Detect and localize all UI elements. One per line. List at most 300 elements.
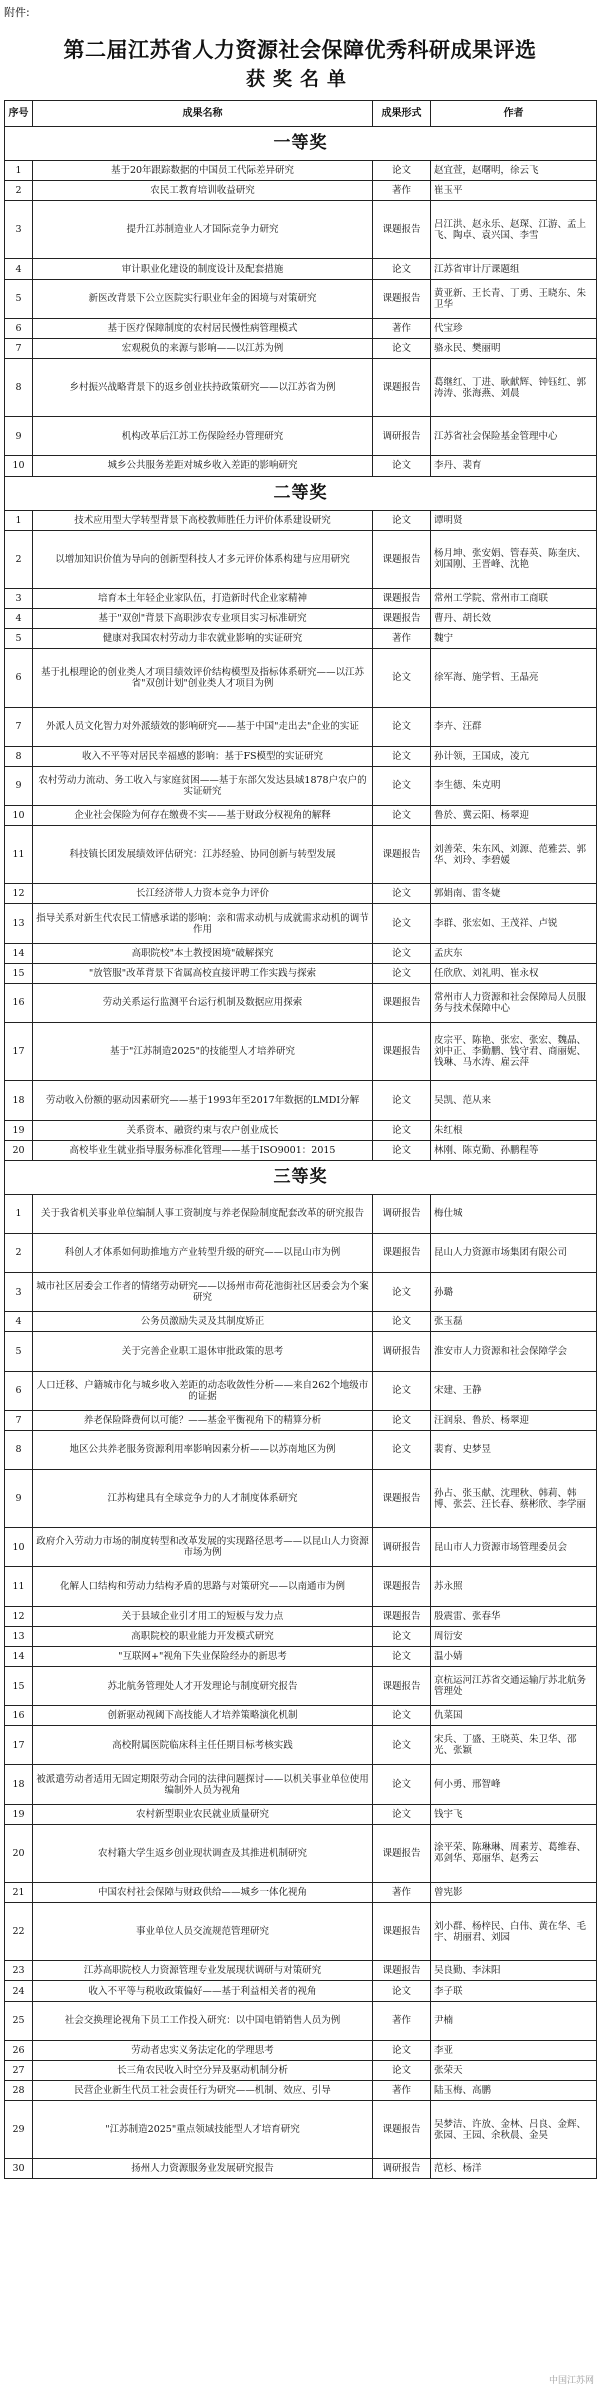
row-type: 课题报告 (373, 1903, 431, 1961)
row-author: 陆玉梅、高鹏 (431, 2080, 597, 2100)
row-index: 10 (5, 456, 33, 476)
row-author: 裴育、史梦昱 (431, 1430, 597, 1469)
row-type: 论文 (373, 707, 431, 746)
table-row (5, 1023, 597, 1081)
row-author: 代宝珍 (431, 318, 597, 338)
section-row (5, 127, 597, 161)
row-author: 张荣天 (431, 2060, 597, 2080)
row-type: 论文 (373, 259, 431, 279)
row-author: 江苏省社会保险基金管理中心 (431, 417, 597, 456)
row-type: 论文 (373, 1646, 431, 1666)
row-title: 审计职业化建设的制度设计及配套措施 (33, 259, 373, 279)
row-author: 涂平荣、陈琳琳、周素芳、葛维春、邓剑华、郑丽华、赵秀云 (431, 1824, 597, 1882)
row-author: 汪润泉、鲁於、杨翠迎 (431, 1410, 597, 1430)
row-author: 京杭运河江苏省交通运输厅苏北航务管理处 (431, 1666, 597, 1705)
row-author: 皮宗平、陈艳、张宏、张宏、魏晶、刘中正、李勤鹏、钱守君、商丽妮、钱琳、马水涛、雇云萍 (431, 1023, 597, 1081)
row-index: 16 (5, 1706, 33, 1726)
row-author: 刘善荣、朱东风、刘源、范雅芸、郭华、刘玲、李碧媛 (431, 826, 597, 884)
row-author: 朱红根 (431, 1120, 597, 1140)
row-index: 2 (5, 530, 33, 588)
table-row (5, 181, 597, 201)
row-type: 论文 (373, 1120, 431, 1140)
row-type: 论文 (373, 904, 431, 943)
row-type: 课题报告 (373, 1023, 431, 1081)
row-type: 论文 (373, 456, 431, 476)
table-row (5, 629, 597, 649)
row-type: 著作 (373, 1883, 431, 1903)
table-row (5, 746, 597, 766)
row-type: 课题报告 (373, 1606, 431, 1626)
row-type: 论文 (373, 943, 431, 963)
row-author: 范杉、杨洋 (431, 2159, 597, 2179)
row-author: 梅仕城 (431, 1194, 597, 1233)
table-row (5, 318, 597, 338)
table-row (5, 1726, 597, 1765)
row-author: 李群、张宏如、王茂祥、卢锐 (431, 904, 597, 943)
row-index: 4 (5, 259, 33, 279)
row-type: 论文 (373, 1765, 431, 1804)
row-index: 1 (5, 161, 33, 181)
row-index: 8 (5, 358, 33, 416)
row-type: 课题报告 (373, 588, 431, 608)
table-row (5, 338, 597, 358)
table-row (5, 530, 597, 588)
row-title: "互联网+"视角下失业保险经办的新思考 (33, 1646, 373, 1666)
row-index: 5 (5, 629, 33, 649)
row-author: 葛继红、丁进、耿献辉、钟钰红、郭涛涛、张海燕、刘晨 (431, 358, 597, 416)
row-index: 9 (5, 1470, 33, 1528)
table-row (5, 805, 597, 825)
row-title: 高职院校的职业能力开发模式研究 (33, 1626, 373, 1646)
row-type: 论文 (373, 649, 431, 707)
row-type: 课题报告 (373, 201, 431, 259)
row-title: 科创人才体系如何助推地方产业转型升级的研究——以昆山市为例 (33, 1233, 373, 1272)
row-type: 论文 (373, 805, 431, 825)
row-index: 14 (5, 943, 33, 963)
table-row (5, 1765, 597, 1804)
row-type: 论文 (373, 1804, 431, 1824)
table-row (5, 2159, 597, 2179)
row-title: "江苏制造2025"重点领域技能型人才培育研究 (33, 2101, 373, 2159)
row-index: 26 (5, 2040, 33, 2060)
row-title: 以增加知识价值为导向的创新型科技人才多元评价体系构建与应用研究 (33, 530, 373, 588)
row-index: 23 (5, 1961, 33, 1981)
table-row (5, 2040, 597, 2060)
row-title: 关于县域企业引才用工的短板与发力点 (33, 1606, 373, 1626)
row-author: 孟庆东 (431, 943, 597, 963)
row-author: 郭娟南、雷冬婕 (431, 884, 597, 904)
table-row (5, 1606, 597, 1626)
row-title: 基于"江苏制造2025"的技能型人才培养研究 (33, 1023, 373, 1081)
row-type: 课题报告 (373, 2101, 431, 2159)
row-title: 基于20年跟踪数据的中国员工代际差异研究 (33, 161, 373, 181)
table-row (5, 2001, 597, 2040)
row-index: 5 (5, 279, 33, 318)
row-index: 14 (5, 1646, 33, 1666)
row-index: 1 (5, 1194, 33, 1233)
row-index: 29 (5, 2101, 33, 2159)
row-author: 黄亚新、王长青、丁勇、王晓东、朱卫华 (431, 279, 597, 318)
row-author: 孙占、张玉献、沈理秋、韩莉、韩博、张芸、汪长春、蔡彬欣、李学丽 (431, 1470, 597, 1528)
row-title: 乡村振兴战略背景下的返乡创业扶持政策研究——以江苏省为例 (33, 358, 373, 416)
row-type: 课题报告 (373, 983, 431, 1022)
row-author: 李卉、汪群 (431, 707, 597, 746)
row-index: 5 (5, 1332, 33, 1371)
row-title: 收入不平等对居民幸福感的影响：基于FS模型的实证研究 (33, 746, 373, 766)
row-title: 关系资本、融资约束与农户创业成长 (33, 1120, 373, 1140)
row-author: 魏宁 (431, 629, 597, 649)
row-author: 昆山人力资源市场集团有限公司 (431, 1233, 597, 1272)
row-title: 高校毕业生就业指导服务标准化管理——基于ISO9001：2015 (33, 1140, 373, 1160)
row-title: 基于"双创"背景下高职涉农专业项目实习标准研究 (33, 609, 373, 629)
row-title: 社会交换理论视角下员工工作投入研究：以中国电销销售人员为例 (33, 2001, 373, 2040)
row-type: 课题报告 (373, 1567, 431, 1606)
table-row (5, 2060, 597, 2080)
row-index: 12 (5, 884, 33, 904)
row-type: 课题报告 (373, 358, 431, 416)
row-index: 6 (5, 318, 33, 338)
section-title: 三等奖 (5, 1160, 597, 1194)
row-index: 11 (5, 1567, 33, 1606)
row-title: 公务员激励失灵及其制度矫正 (33, 1312, 373, 1332)
row-type: 论文 (373, 766, 431, 805)
table-row (5, 1567, 597, 1606)
table-row (5, 1961, 597, 1981)
row-title: 外派人员文化智力对外派绩效的影响研究——基于中国"走出去"企业的实证 (33, 707, 373, 746)
row-type: 论文 (373, 1726, 431, 1765)
row-title: 城乡公共服务差距对城乡收入差距的影响研究 (33, 456, 373, 476)
row-author: 常州市人力资源和社会保障局人员服务与技术保障中心 (431, 983, 597, 1022)
row-index: 4 (5, 1312, 33, 1332)
watermark-text: 中国江苏网 (548, 2376, 594, 2386)
row-type: 课题报告 (373, 1666, 431, 1705)
row-index: 17 (5, 1726, 33, 1765)
row-title: 民营企业新生代员工社会责任行为研究——机制、效应、引导 (33, 2080, 373, 2100)
row-title: 被派遣劳动者适用无固定期限劳动合同的法律问题探讨——以机关事业单位使用编制外人员为视角 (33, 1765, 373, 1804)
table-row (5, 707, 597, 746)
row-title: 关于我省机关事业单位编制人事工资制度与养老保险制度配套改革的研究报告 (33, 1194, 373, 1233)
row-title: 机构改革后江苏工伤保险经办管理研究 (33, 417, 373, 456)
row-type: 论文 (373, 1981, 431, 2001)
row-index: 18 (5, 1765, 33, 1804)
table-row (5, 884, 597, 904)
row-title: 人口迁移、户籍城市化与城乡收入差距的动态收敛性分析——来自262个地级市的证据 (33, 1371, 373, 1410)
row-index: 15 (5, 1666, 33, 1705)
row-type: 论文 (373, 161, 431, 181)
row-type: 课题报告 (373, 279, 431, 318)
table-row (5, 1140, 597, 1160)
row-title: 农村籍大学生返乡创业现状调查及其推进机制研究 (33, 1824, 373, 1882)
row-index: 19 (5, 1120, 33, 1140)
row-index: 16 (5, 983, 33, 1022)
row-title: 高校附属医院临床科主任任期目标考核实践 (33, 1726, 373, 1765)
row-type: 论文 (373, 510, 431, 530)
row-author: 吕江洪、赵永乐、赵琛、江游、孟上飞、陶卓、袁兴国、李雪 (431, 201, 597, 259)
table-row (5, 963, 597, 983)
row-title: 技术应用型大学转型背景下高校教师胜任力评价体系建设研究 (33, 510, 373, 530)
row-type: 调研报告 (373, 2159, 431, 2179)
row-author: 周衍安 (431, 1626, 597, 1646)
row-title: 农村劳动力流动、务工收入与家庭贫困——基于东部欠发达县域1878户农户的实证研究 (33, 766, 373, 805)
row-title: 扬州人力资源服务业发展研究报告 (33, 2159, 373, 2179)
row-index: 10 (5, 1528, 33, 1567)
row-author: 仇菜国 (431, 1706, 597, 1726)
row-title: 江苏高职院校人力资源管理专业发展现状调研与对策研究 (33, 1961, 373, 1981)
row-title: 养老保险降费何以可能？——基金平衡视角下的精算分析 (33, 1410, 373, 1430)
row-author: 何小勇、邢智峰 (431, 1765, 597, 1804)
row-author: 苏永照 (431, 1567, 597, 1606)
row-author: 吴良勤、李沫阳 (431, 1961, 597, 1981)
table-row (5, 1528, 597, 1567)
table-row (5, 1194, 597, 1233)
row-index: 4 (5, 609, 33, 629)
document-subtitle: 获奖名单 (245, 68, 354, 90)
row-type: 著作 (373, 2001, 431, 2040)
table-row (5, 1666, 597, 1705)
row-title: 高职院校"本土教授困境"破解探究 (33, 943, 373, 963)
table-row (5, 1332, 597, 1371)
table-row (5, 2101, 597, 2159)
table-row (5, 1273, 597, 1312)
table-row (5, 1430, 597, 1469)
row-index: 12 (5, 1606, 33, 1626)
header-type: 成果形式 (373, 101, 431, 127)
table-row (5, 1410, 597, 1430)
row-title: 科技镇长团发展绩效评估研究：江苏经验、协同创新与转型发展 (33, 826, 373, 884)
row-title: "放管服"改革背景下省属高校直接评聘工作实践与探索 (33, 963, 373, 983)
table-row (5, 1470, 597, 1528)
table-row (5, 1646, 597, 1666)
row-title: 培育本土年轻企业家队伍，打造新时代企业家精神 (33, 588, 373, 608)
table-body (5, 127, 597, 2179)
row-title: 指导关系对新生代农民工情感承诺的影响：亲和需求动机与成就需求动机的调节作用 (33, 904, 373, 943)
row-title: 地区公共养老服务资源利用率影响因素分析——以苏南地区为例 (33, 1430, 373, 1469)
row-type: 论文 (373, 1312, 431, 1332)
row-type: 论文 (373, 746, 431, 766)
table-row (5, 417, 597, 456)
table-row (5, 1626, 597, 1646)
row-type: 课题报告 (373, 1824, 431, 1882)
row-type: 著作 (373, 629, 431, 649)
table-row (5, 983, 597, 1022)
row-index: 13 (5, 1626, 33, 1646)
row-index: 6 (5, 1371, 33, 1410)
header-author: 作者 (431, 101, 597, 127)
row-title: 长三角农民收入时空分异及驱动机制分析 (33, 2060, 373, 2080)
section-row (5, 476, 597, 510)
table-row (5, 456, 597, 476)
table-row (5, 943, 597, 963)
table-row (5, 201, 597, 259)
row-index: 11 (5, 826, 33, 884)
row-type: 课题报告 (373, 1961, 431, 1981)
table-header-row (5, 101, 597, 127)
table-row (5, 1903, 597, 1961)
row-title: 关于完善企业职工退休审批政策的思考 (33, 1332, 373, 1371)
row-index: 8 (5, 1430, 33, 1469)
section-row (5, 1160, 597, 1194)
row-author: 李子联 (431, 1981, 597, 2001)
row-title: 江苏构建具有全球竞争力的人才制度体系研究 (33, 1470, 373, 1528)
row-type: 著作 (373, 2080, 431, 2100)
row-title: 宏观税负的来源与影响——以江苏为例 (33, 338, 373, 358)
row-author: 曾宪影 (431, 1883, 597, 1903)
row-index: 21 (5, 1883, 33, 1903)
row-index: 2 (5, 1233, 33, 1272)
table-row (5, 510, 597, 530)
row-author: 孙计领，王国成，凌亢 (431, 746, 597, 766)
row-index: 22 (5, 1903, 33, 1961)
row-author: 赵宜萱，赵曙明，徐云飞 (431, 161, 597, 181)
row-title: 政府介入劳动力市场的制度转型和改革发展的实现路径思考——以昆山人力资源市场为例 (33, 1528, 373, 1567)
row-type: 论文 (373, 963, 431, 983)
row-type: 论文 (373, 1140, 431, 1160)
table-row (5, 1706, 597, 1726)
header-index: 序号 (5, 101, 33, 127)
row-type: 著作 (373, 181, 431, 201)
row-index: 3 (5, 201, 33, 259)
row-author: 吴梦洁、许放、金林、吕良、金辉、张园、王园、余秋晨、金昊 (431, 2101, 597, 2159)
table-row (5, 1883, 597, 1903)
row-type: 课题报告 (373, 1470, 431, 1528)
table-row (5, 1804, 597, 1824)
row-author: 鲁於、冀云阳、杨翠迎 (431, 805, 597, 825)
row-index: 7 (5, 338, 33, 358)
row-type: 论文 (373, 884, 431, 904)
row-title: 基于医疗保障制度的农村居民慢性病管理模式 (33, 318, 373, 338)
row-title: 劳动者忠实义务法定化的学理思考 (33, 2040, 373, 2060)
row-title: 提升江苏制造业人才国际竞争力研究 (33, 201, 373, 259)
row-index: 19 (5, 1804, 33, 1824)
table-row (5, 766, 597, 805)
table-row (5, 609, 597, 629)
row-index: 7 (5, 1410, 33, 1430)
row-index: 27 (5, 2060, 33, 2080)
attachment-label: 附件: (4, 6, 30, 19)
row-author: 吴凯、范从来 (431, 1081, 597, 1120)
table-row (5, 161, 597, 181)
row-title: 中国农村社会保障与财政供给——城乡一体化视角 (33, 1883, 373, 1903)
row-title: 基于扎根理论的创业类人才项目绩效评价结构模型及指标体系研究——以江苏省"双创计划"创业类人才项目为例 (33, 649, 373, 707)
row-author: 徐军海、施学哲、王晶亮 (431, 649, 597, 707)
row-type: 课题报告 (373, 1233, 431, 1272)
row-index: 20 (5, 1140, 33, 1160)
row-type: 论文 (373, 1626, 431, 1646)
row-type: 论文 (373, 1430, 431, 1469)
row-index: 24 (5, 1981, 33, 2001)
row-author: 杨月坤、张安娟、管春英、陈奎庆、刘国刚、王晋峰、沈艳 (431, 530, 597, 588)
row-index: 15 (5, 963, 33, 983)
row-title: 农村新型职业农民就业质量研究 (33, 1804, 373, 1824)
table-row (5, 2080, 597, 2100)
row-author: 崔玉平 (431, 181, 597, 201)
row-author: 钱宇飞 (431, 1804, 597, 1824)
row-type: 论文 (373, 2040, 431, 2060)
row-index: 2 (5, 181, 33, 201)
row-title: 健康对我国农村劳动力非农就业影响的实证研究 (33, 629, 373, 649)
row-index: 3 (5, 1273, 33, 1312)
row-type: 论文 (373, 1410, 431, 1430)
row-index: 25 (5, 2001, 33, 2040)
table-row (5, 588, 597, 608)
section-title: 二等奖 (5, 476, 597, 510)
row-author: 李丹、裴育 (431, 456, 597, 476)
row-type: 论文 (373, 338, 431, 358)
row-type: 课题报告 (373, 530, 431, 588)
row-title: 苏北航务管理处人才开发理论与制度研究报告 (33, 1666, 373, 1705)
row-index: 17 (5, 1023, 33, 1081)
row-type: 论文 (373, 1371, 431, 1410)
table-row (5, 1081, 597, 1120)
row-type: 论文 (373, 1706, 431, 1726)
table-row (5, 1824, 597, 1882)
table-row (5, 358, 597, 416)
row-author: 殷震雷、张春华 (431, 1606, 597, 1626)
row-title: 收入不平等与税收政策偏好——基于利益相关者的视角 (33, 1981, 373, 2001)
table-row (5, 826, 597, 884)
table-row (5, 1233, 597, 1272)
row-index: 1 (5, 510, 33, 530)
table-row (5, 279, 597, 318)
row-author: 曹丹、胡长效 (431, 609, 597, 629)
table-row (5, 1120, 597, 1140)
row-index: 28 (5, 2080, 33, 2100)
row-title: 劳动关系运行监测平台运行机制及数据应用探索 (33, 983, 373, 1022)
row-author: 孙璐 (431, 1273, 597, 1312)
row-title: 化解人口结构和劳动力结构矛盾的思路与对策研究——以南通市为例 (33, 1567, 373, 1606)
row-index: 8 (5, 746, 33, 766)
row-author: 宋建、王静 (431, 1371, 597, 1410)
row-index: 9 (5, 766, 33, 805)
table-row (5, 1981, 597, 2001)
table-row (5, 649, 597, 707)
row-author: 任欣欣、刘礼明、崔永权 (431, 963, 597, 983)
row-type: 论文 (373, 2060, 431, 2080)
row-author: 张玉磊 (431, 1312, 597, 1332)
row-author: 昆山市人力资源市场管理委员会 (431, 1528, 597, 1567)
table-row (5, 904, 597, 943)
document-title: 第二届江苏省人力资源社会保障优秀科研成果评选 (63, 38, 537, 62)
row-author: 常州工学院、常州市工商联 (431, 588, 597, 608)
row-index: 13 (5, 904, 33, 943)
row-author: 李生德、朱克明 (431, 766, 597, 805)
row-type: 调研报告 (373, 1332, 431, 1371)
row-index: 18 (5, 1081, 33, 1120)
row-title: 企业社会保险为何存在缴费不实——基于财政分权视角的解释 (33, 805, 373, 825)
row-author: 淮安市人力资源和社会保障学会 (431, 1332, 597, 1371)
row-title: 事业单位人员交流规范管理研究 (33, 1903, 373, 1961)
section-title: 一等奖 (5, 127, 597, 161)
row-author: 尹楠 (431, 2001, 597, 2040)
table-row (5, 1371, 597, 1410)
row-type: 调研报告 (373, 1194, 431, 1233)
row-author: 林刚、陈克勤、孙鹏程等 (431, 1140, 597, 1160)
row-author: 温小婧 (431, 1646, 597, 1666)
row-index: 9 (5, 417, 33, 456)
row-title: 新医改背景下公立医院实行职业年金的困境与对策研究 (33, 279, 373, 318)
row-author: 刘小群、杨梓民、白伟、黄在华、毛宇、胡丽君、刘园 (431, 1903, 597, 1961)
row-type: 调研报告 (373, 417, 431, 456)
row-index: 10 (5, 805, 33, 825)
row-title: 城市社区居委会工作者的情绪劳动研究——以扬州市荷花池街社区居委会为个案研究 (33, 1273, 373, 1312)
row-title: 农民工教育培训收益研究 (33, 181, 373, 201)
row-index: 20 (5, 1824, 33, 1882)
table-row (5, 1312, 597, 1332)
row-author: 江苏省审计厅课题组 (431, 259, 597, 279)
awards-table (4, 100, 597, 2179)
row-type: 著作 (373, 318, 431, 338)
row-index: 6 (5, 649, 33, 707)
